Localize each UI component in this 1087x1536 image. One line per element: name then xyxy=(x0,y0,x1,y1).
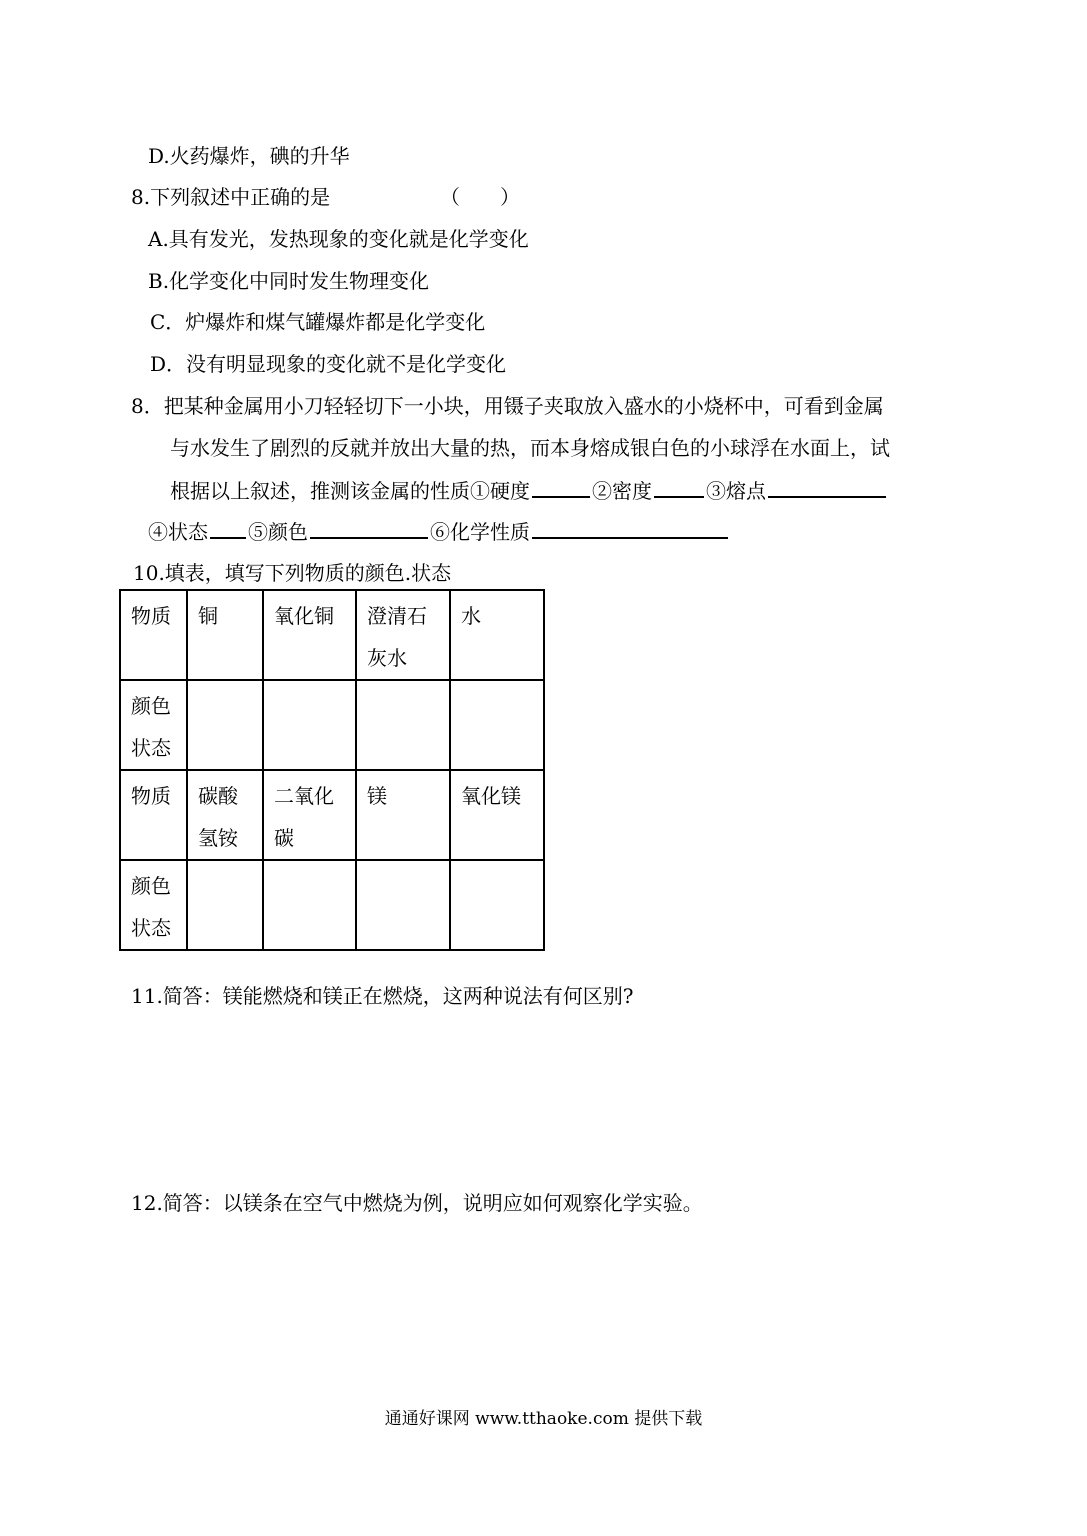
table-cell: 氧化铜 xyxy=(263,590,356,680)
q7-option-d: D.火药爆炸，碘的升华 xyxy=(148,144,350,168)
answer-cell[interactable] xyxy=(356,680,450,770)
table-row xyxy=(120,860,544,950)
q8-option-d: D．没有明显现象的变化就不是化学变化 xyxy=(150,352,507,376)
q10-stem: 10.填表，填写下列物质的颜色.状态 xyxy=(133,561,452,585)
q9-line-2: 与水发生了剧烈的反就并放出大量的热，而本身熔成银白色的小球浮在水面上，试 xyxy=(170,436,890,460)
density-blank[interactable] xyxy=(654,478,704,498)
table-cell: 物质 xyxy=(120,590,187,680)
q8-option-c: C．炉爆炸和煤气罐爆炸都是化学变化 xyxy=(150,310,486,334)
answer-cell[interactable] xyxy=(263,860,356,950)
answer-cell[interactable] xyxy=(450,680,544,770)
melting-label: ③熔点 xyxy=(706,479,766,503)
q8-stem: 8.下列叙述中正确的是 xyxy=(131,185,331,209)
table-cell: 铜 xyxy=(187,590,263,680)
answer-cell[interactable] xyxy=(187,860,263,950)
table-cell: 氧化镁 xyxy=(450,770,544,860)
answer-cell[interactable] xyxy=(450,860,544,950)
q8-option-b: B.化学变化中同时发生物理变化 xyxy=(148,269,430,293)
table-row xyxy=(120,590,544,680)
q9-line-3-prefix: 根据以上叙述，推测该金属的性质 xyxy=(170,479,470,503)
footer-text: 通通好课网 www.tthaoke.com 提供下载 xyxy=(384,1409,703,1429)
table-cell: 颜色状态 xyxy=(120,860,187,950)
q12-text: 12.简答：以镁条在空气中燃烧为例，说明应如何观察化学实验。 xyxy=(131,1191,703,1215)
table-cell: 镁 xyxy=(356,770,450,860)
q8-option-a: A.具有发光，发热现象的变化就是化学变化 xyxy=(148,227,529,251)
q9-line-3 xyxy=(170,478,888,503)
hardness-blank[interactable] xyxy=(532,478,590,498)
substance-properties-table xyxy=(119,589,545,951)
table-cell: 颜色状态 xyxy=(120,680,187,770)
table-cell: 水 xyxy=(450,590,544,680)
density-label: ②密度 xyxy=(592,479,652,503)
table-cell: 澄清石灰水 xyxy=(356,590,450,680)
q9-line-1: 8．把某种金属用小刀轻轻切下一小块，用镊子夹取放入盛水的小烧杯中，可看到金属 xyxy=(131,394,884,418)
table-row xyxy=(120,680,544,770)
table-cell: 二氧化碳 xyxy=(263,770,356,860)
chemical-label: ⑥化学性质 xyxy=(430,520,530,544)
table-cell: 碳酸氢铵 xyxy=(187,770,263,860)
q8-answer-bracket: （ ） xyxy=(440,185,520,209)
answer-cell[interactable] xyxy=(263,680,356,770)
melting-point-blank[interactable] xyxy=(768,478,886,498)
color-blank[interactable] xyxy=(310,519,428,539)
table-cell: 物质 xyxy=(120,770,187,860)
table-row xyxy=(120,770,544,860)
hardness-label: ①硬度 xyxy=(470,479,530,503)
chemical-property-blank[interactable] xyxy=(532,519,728,539)
answer-cell[interactable] xyxy=(187,680,263,770)
state-label: ④状态 xyxy=(148,520,208,544)
state-blank[interactable] xyxy=(210,519,246,539)
q11-text: 11.简答：镁能燃烧和镁正在燃烧，这两种说法有何区别? xyxy=(131,984,634,1008)
q9-line-4 xyxy=(148,519,730,544)
color-label: ⑤颜色 xyxy=(248,520,308,544)
answer-cell[interactable] xyxy=(356,860,450,950)
